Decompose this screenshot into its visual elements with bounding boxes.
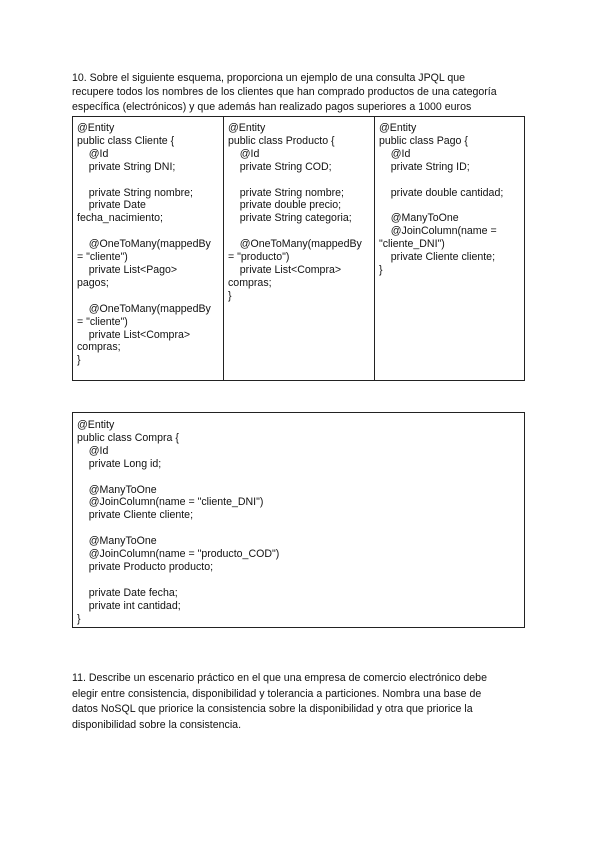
cliente-entity-code: @Entity public class Cliente { @Id private String DNI; private String nombre; private Date fecha_nacimiento; @OneToMany(mappedBy = "cliente") private List<Pago> pagos; @OneToMany(mappedBy = "cliente") private List<Compra> compras; } (73, 117, 224, 380)
question-10-line: recupere todos los nombres de los clientes que han comprado productos de una categoría (72, 86, 497, 99)
pago-entity-code: @Entity public class Pago { @Id private String ID; private double cantidad; @ManyToOne @JoinColumn(name = "cliente_DNI") private Cliente cliente; } (379, 122, 504, 276)
compra-entity-code: @Entity public class Compra { @Id private Long id; @ManyToOne @JoinColumn(name = "cliente_DNI") private Cliente cliente; @ManyToOne @JoinColumn(name = "producto_COD") private Producto producto; private Date fecha; private int cantidad; } (72, 412, 525, 628)
question-11 (72, 671, 528, 733)
question-11-line: elegir entre consistencia, disponibilidad y tolerancia a particiones. Nombra una base de (72, 687, 482, 700)
producto-entity-code: @Entity public class Producto { @Id private String COD; private String nombre; private double precio; private String categoria; @OneToMany(mappedBy = "producto") private List<Compra> compras; } (224, 117, 375, 380)
entity-schema-table (72, 116, 525, 381)
question-10 (72, 71, 532, 114)
question-10-line: 10. Sobre el siguiente esquema, proporciona un ejemplo de una consulta JPQL que (72, 72, 466, 84)
question-10-line: específica (electrónicos) y que además han realizado pagos superiores a 1000 euros (72, 100, 472, 113)
question-11-line: datos NoSQL que priorice la consistencia sobre la disponibilidad y otra que priorice la (72, 703, 473, 716)
question-11-line: disponibilidad sobre la consistencia. (72, 718, 242, 731)
question-11-line: 11. Describe un escenario práctico en el que una empresa de comercio electrónico debe (72, 672, 487, 684)
